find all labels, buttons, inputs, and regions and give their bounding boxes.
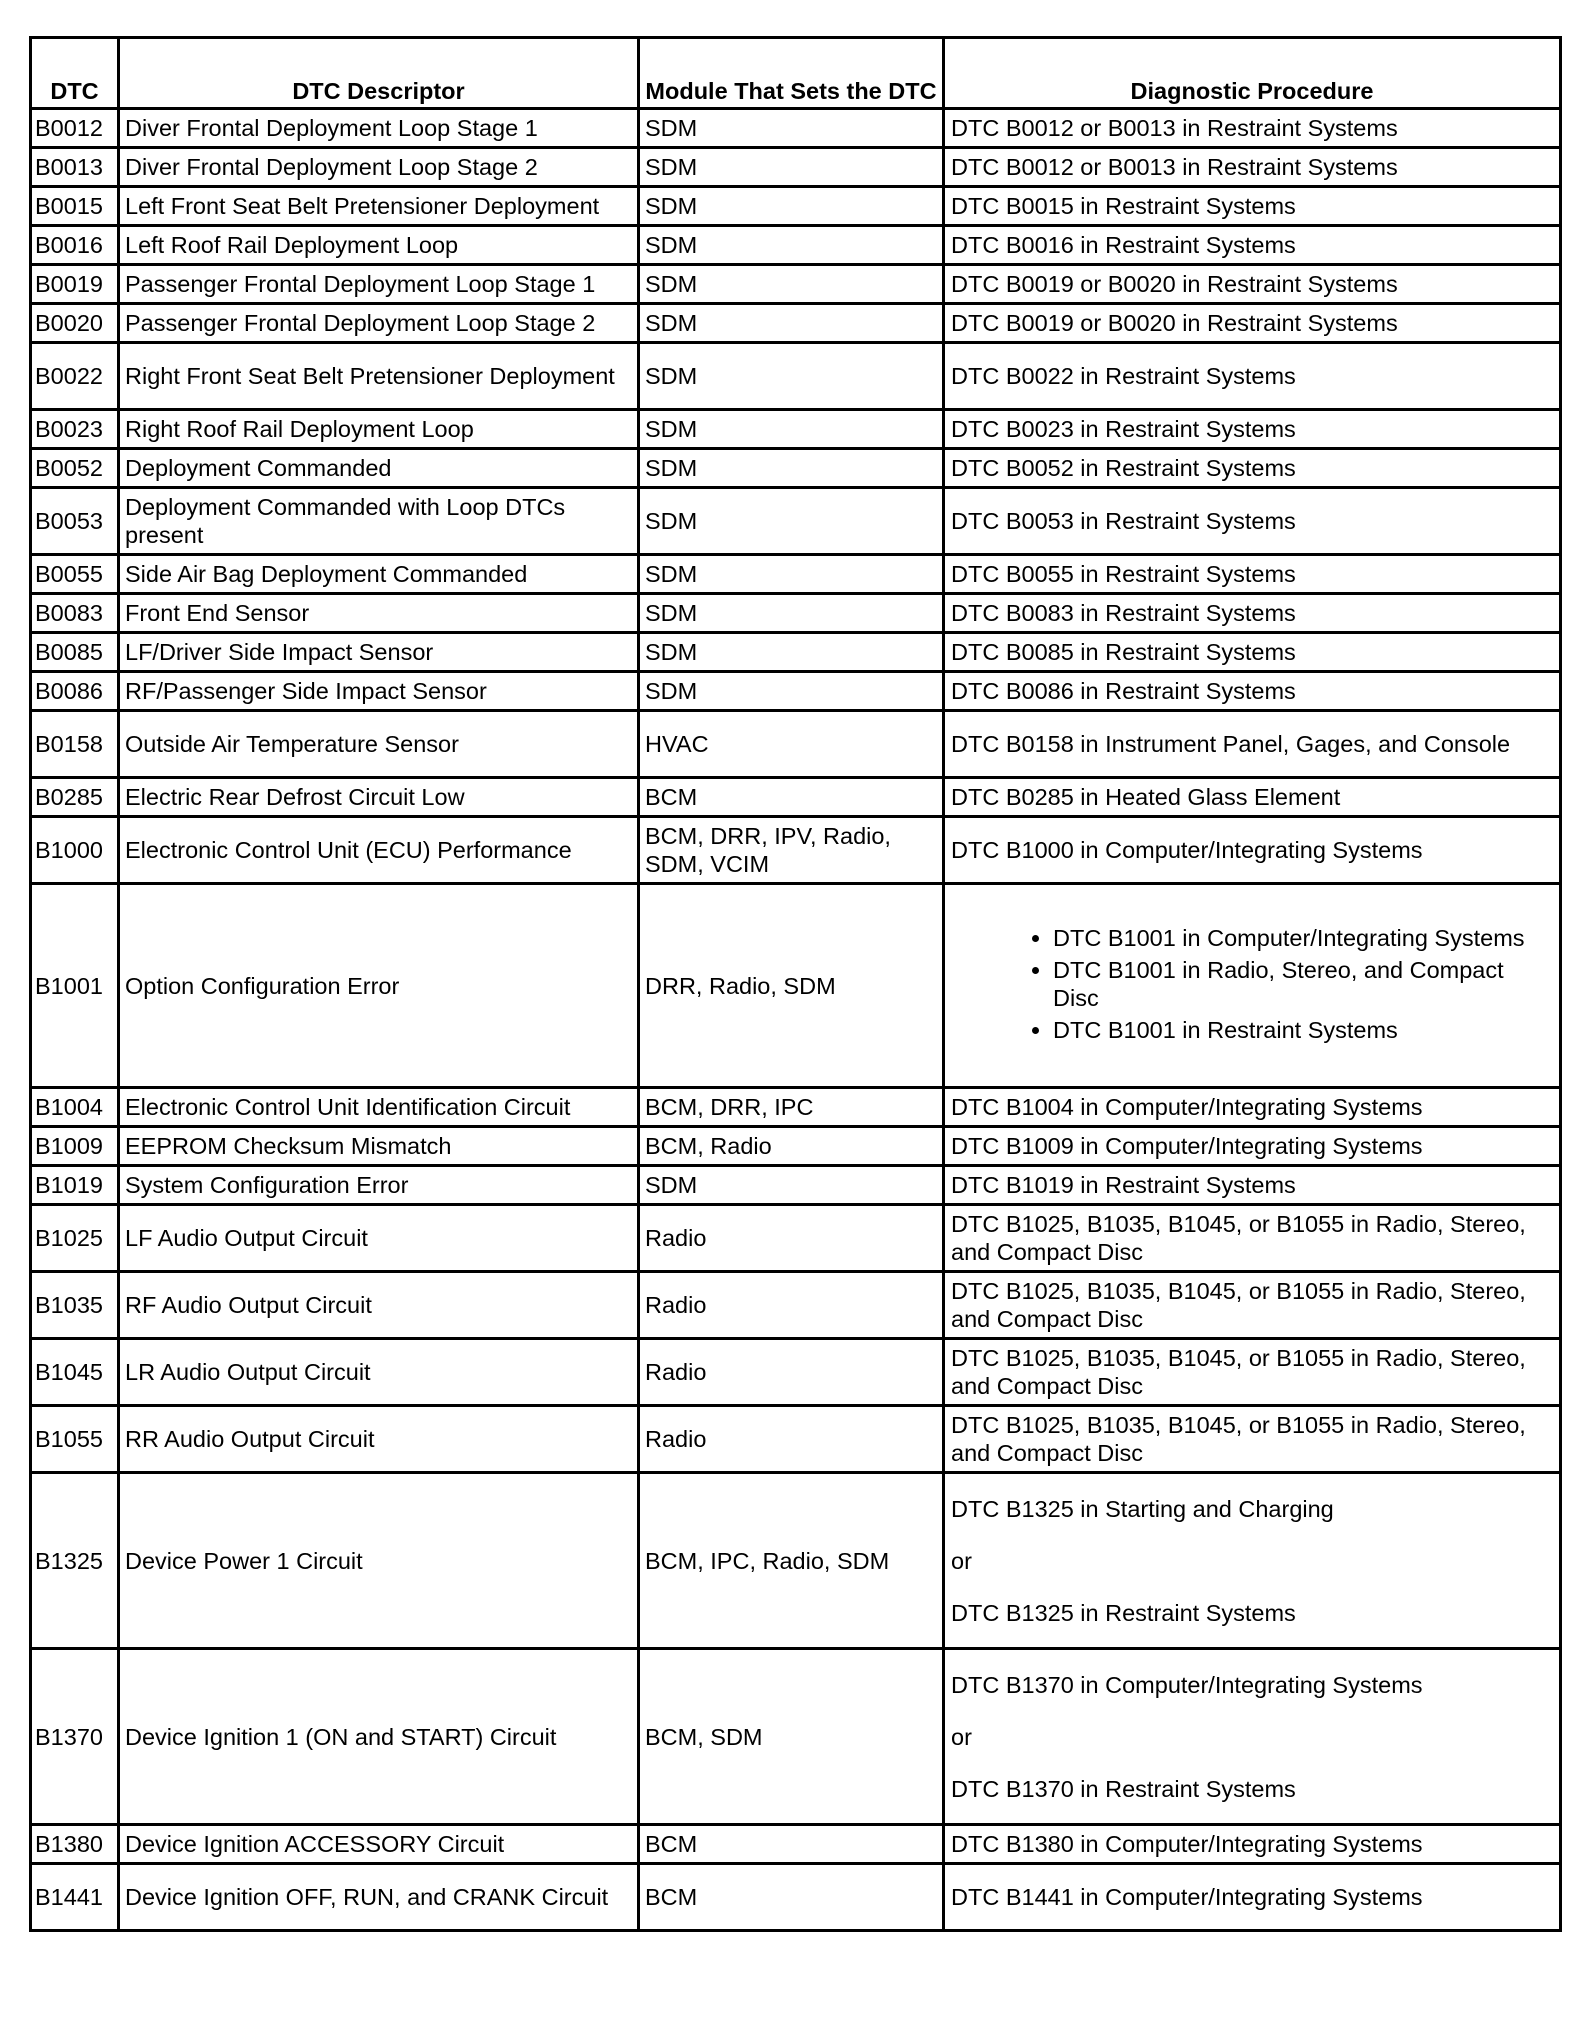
dtc-module: Radio	[639, 1339, 944, 1406]
dtc-module: BCM	[639, 1864, 944, 1931]
dtc-module: HVAC	[639, 711, 944, 778]
header-descriptor: DTC Descriptor	[119, 38, 639, 109]
dtc-code: B1009	[31, 1127, 119, 1166]
dtc-descriptor: Device Ignition ACCESSORY Circuit	[119, 1825, 639, 1864]
table-row	[31, 1649, 1561, 1825]
table-row	[31, 304, 1561, 343]
table-row	[31, 884, 1561, 1088]
table-row	[31, 1205, 1561, 1272]
procedure-line: DTC B1325 in Restraint Systems	[951, 1599, 1296, 1626]
dtc-descriptor: EEPROM Checksum Mismatch	[119, 1127, 639, 1166]
table-row	[31, 672, 1561, 711]
header-dtc: DTC	[31, 38, 119, 109]
dtc-code: B0052	[31, 449, 119, 488]
dtc-descriptor: LR Audio Output Circuit	[119, 1339, 639, 1406]
dtc-module: BCM, SDM	[639, 1649, 944, 1825]
dtc-descriptor: Diver Frontal Deployment Loop Stage 2	[119, 148, 639, 187]
dtc-code: B1380	[31, 1825, 119, 1864]
dtc-code: B1035	[31, 1272, 119, 1339]
procedure-line: DTC B1370 in Restraint Systems	[951, 1775, 1296, 1802]
dtc-module: BCM, IPC, Radio, SDM	[639, 1473, 944, 1649]
dtc-procedure: DTC B1025, B1035, B1045, or B1055 in Radio, Stereo, and Compact Disc	[944, 1205, 1561, 1272]
dtc-procedure: DTC B1441 in Computer/Integrating Systems	[944, 1864, 1561, 1931]
dtc-code: B0053	[31, 488, 119, 555]
dtc-descriptor: Deployment Commanded with Loop DTCs present	[119, 488, 639, 555]
dtc-descriptor: Passenger Frontal Deployment Loop Stage 1	[119, 265, 639, 304]
table-row	[31, 488, 1561, 555]
dtc-procedure: DTC B0016 in Restraint Systems	[944, 226, 1561, 265]
table-row	[31, 555, 1561, 594]
dtc-procedure: DTC B0012 or B0013 in Restraint Systems	[944, 109, 1561, 148]
dtc-procedure: DTC B0052 in Restraint Systems	[944, 449, 1561, 488]
table-row	[31, 1406, 1561, 1473]
table-row	[31, 1339, 1561, 1406]
dtc-procedure: DTC B1000 in Computer/Integrating Systems	[944, 817, 1561, 884]
dtc-code: B1370	[31, 1649, 119, 1825]
dtc-module: BCM, DRR, IPC	[639, 1088, 944, 1127]
dtc-code: B0020	[31, 304, 119, 343]
dtc-descriptor: LF/Driver Side Impact Sensor	[119, 633, 639, 672]
table-row	[31, 1088, 1561, 1127]
table-row	[31, 1473, 1561, 1649]
dtc-code: B1441	[31, 1864, 119, 1931]
dtc-table	[29, 36, 1562, 1932]
dtc-code: B0083	[31, 594, 119, 633]
procedure-line: DTC B1370 in Computer/Integrating Systems	[951, 1671, 1423, 1698]
dtc-descriptor: Left Roof Rail Deployment Loop	[119, 226, 639, 265]
dtc-module: SDM	[639, 304, 944, 343]
dtc-code: B1000	[31, 817, 119, 884]
dtc-descriptor: Front End Sensor	[119, 594, 639, 633]
procedure-list-item: • DTC B1001 in Computer/Integrating Systems	[1053, 924, 1553, 952]
procedure-list	[951, 924, 1553, 1044]
dtc-code: B0086	[31, 672, 119, 711]
dtc-procedure: DTC B1025, B1035, B1045, or B1055 in Radio, Stereo, and Compact Disc	[944, 1272, 1561, 1339]
table-row	[31, 449, 1561, 488]
dtc-descriptor: LF Audio Output Circuit	[119, 1205, 639, 1272]
table-row	[31, 1127, 1561, 1166]
table-row	[31, 817, 1561, 884]
dtc-procedure: DTC B0158 in Instrument Panel, Gages, and Console	[944, 711, 1561, 778]
table-header-row	[31, 38, 1561, 109]
dtc-module: SDM	[639, 488, 944, 555]
dtc-code: B0013	[31, 148, 119, 187]
dtc-code: B0016	[31, 226, 119, 265]
dtc-descriptor: RF Audio Output Circuit	[119, 1272, 639, 1339]
dtc-procedure: DTC B1009 in Computer/Integrating Systems	[944, 1127, 1561, 1166]
dtc-procedure: DTC B0086 in Restraint Systems	[944, 672, 1561, 711]
dtc-module: SDM	[639, 265, 944, 304]
dtc-code: B1025	[31, 1205, 119, 1272]
dtc-procedure: DTC B0023 in Restraint Systems	[944, 410, 1561, 449]
dtc-procedure: DTC B1025, B1035, B1045, or B1055 in Radio, Stereo, and Compact Disc	[944, 1406, 1561, 1473]
dtc-descriptor: System Configuration Error	[119, 1166, 639, 1205]
table-row	[31, 1166, 1561, 1205]
dtc-descriptor: Right Roof Rail Deployment Loop	[119, 410, 639, 449]
dtc-code: B1019	[31, 1166, 119, 1205]
dtc-module: DRR, Radio, SDM	[639, 884, 944, 1088]
dtc-code: B0055	[31, 555, 119, 594]
dtc-code: B1045	[31, 1339, 119, 1406]
dtc-module: SDM	[639, 148, 944, 187]
dtc-module: SDM	[639, 109, 944, 148]
dtc-code: B1004	[31, 1088, 119, 1127]
dtc-procedure: DTC B1019 in Restraint Systems	[944, 1166, 1561, 1205]
table-row	[31, 265, 1561, 304]
table-row	[31, 1825, 1561, 1864]
table-row	[31, 633, 1561, 672]
dtc-code: B1325	[31, 1473, 119, 1649]
dtc-procedure: DTC B0053 in Restraint Systems	[944, 488, 1561, 555]
procedure-list-item: • DTC B1001 in Restraint Systems	[1053, 1016, 1553, 1044]
dtc-descriptor: Electric Rear Defrost Circuit Low	[119, 778, 639, 817]
dtc-procedure	[944, 1649, 1561, 1825]
dtc-module: SDM	[639, 187, 944, 226]
dtc-code: B0012	[31, 109, 119, 148]
table-row	[31, 343, 1561, 410]
dtc-module: Radio	[639, 1406, 944, 1473]
dtc-descriptor: Device Power 1 Circuit	[119, 1473, 639, 1649]
table-row	[31, 226, 1561, 265]
dtc-module: BCM	[639, 778, 944, 817]
dtc-descriptor: Electronic Control Unit Identification Circuit	[119, 1088, 639, 1127]
procedure-line: DTC B1325 in Starting and Charging	[951, 1495, 1334, 1522]
table-row	[31, 594, 1561, 633]
dtc-procedure: DTC B0022 in Restraint Systems	[944, 343, 1561, 410]
dtc-code: B0085	[31, 633, 119, 672]
dtc-code: B1055	[31, 1406, 119, 1473]
dtc-module: SDM	[639, 672, 944, 711]
dtc-procedure: DTC B0012 or B0013 in Restraint Systems	[944, 148, 1561, 187]
dtc-module: BCM, DRR, IPV, Radio, SDM, VCIM	[639, 817, 944, 884]
table-row	[31, 410, 1561, 449]
dtc-code: B0019	[31, 265, 119, 304]
table-row	[31, 187, 1561, 226]
dtc-procedure: DTC B0285 in Heated Glass Element	[944, 778, 1561, 817]
dtc-procedure: DTC B0055 in Restraint Systems	[944, 555, 1561, 594]
dtc-module: BCM	[639, 1825, 944, 1864]
dtc-code: B0023	[31, 410, 119, 449]
dtc-code: B0022	[31, 343, 119, 410]
dtc-procedure: DTC B0085 in Restraint Systems	[944, 633, 1561, 672]
dtc-descriptor: Left Front Seat Belt Pretensioner Deployment	[119, 187, 639, 226]
dtc-module: SDM	[639, 410, 944, 449]
dtc-descriptor: Option Configuration Error	[119, 884, 639, 1088]
dtc-descriptor: Passenger Frontal Deployment Loop Stage 2	[119, 304, 639, 343]
dtc-procedure	[944, 884, 1561, 1088]
dtc-descriptor: Deployment Commanded	[119, 449, 639, 488]
table-row	[31, 148, 1561, 187]
dtc-module: SDM	[639, 594, 944, 633]
dtc-procedure: DTC B0019 or B0020 in Restraint Systems	[944, 304, 1561, 343]
dtc-code: B1001	[31, 884, 119, 1088]
dtc-code: B0285	[31, 778, 119, 817]
table-row	[31, 1864, 1561, 1931]
dtc-procedure: DTC B1004 in Computer/Integrating Systems	[944, 1088, 1561, 1127]
table-row	[31, 109, 1561, 148]
dtc-module: SDM	[639, 449, 944, 488]
dtc-module: SDM	[639, 226, 944, 265]
dtc-module: SDM	[639, 343, 944, 410]
dtc-descriptor: Diver Frontal Deployment Loop Stage 1	[119, 109, 639, 148]
table-row	[31, 1272, 1561, 1339]
procedure-or: or	[951, 1547, 972, 1574]
dtc-procedure: DTC B0019 or B0020 in Restraint Systems	[944, 265, 1561, 304]
dtc-descriptor: Electronic Control Unit (ECU) Performance	[119, 817, 639, 884]
procedure-list-item: • DTC B1001 in Radio, Stereo, and Compact Disc	[1053, 956, 1553, 1012]
dtc-procedure: DTC B0015 in Restraint Systems	[944, 187, 1561, 226]
dtc-procedure: DTC B0083 in Restraint Systems	[944, 594, 1561, 633]
table-row	[31, 778, 1561, 817]
dtc-module: SDM	[639, 633, 944, 672]
dtc-descriptor: RF/Passenger Side Impact Sensor	[119, 672, 639, 711]
dtc-module: BCM, Radio	[639, 1127, 944, 1166]
dtc-code: B0015	[31, 187, 119, 226]
dtc-descriptor: Device Ignition 1 (ON and START) Circuit	[119, 1649, 639, 1825]
dtc-descriptor: Device Ignition OFF, RUN, and CRANK Circuit	[119, 1864, 639, 1931]
dtc-module: Radio	[639, 1272, 944, 1339]
procedure-or: or	[951, 1723, 972, 1750]
dtc-procedure	[944, 1473, 1561, 1649]
header-procedure: Diagnostic Procedure	[944, 38, 1561, 109]
dtc-module: Radio	[639, 1205, 944, 1272]
dtc-procedure: DTC B1380 in Computer/Integrating Systems	[944, 1825, 1561, 1864]
dtc-descriptor: RR Audio Output Circuit	[119, 1406, 639, 1473]
dtc-module: SDM	[639, 555, 944, 594]
header-module: Module That Sets the DTC	[639, 38, 944, 109]
dtc-descriptor: Outside Air Temperature Sensor	[119, 711, 639, 778]
dtc-descriptor: Right Front Seat Belt Pretensioner Deployment	[119, 343, 639, 410]
dtc-procedure: DTC B1025, B1035, B1045, or B1055 in Radio, Stereo, and Compact Disc	[944, 1339, 1561, 1406]
dtc-code: B0158	[31, 711, 119, 778]
dtc-descriptor: Side Air Bag Deployment Commanded	[119, 555, 639, 594]
table-row	[31, 711, 1561, 778]
dtc-module: SDM	[639, 1166, 944, 1205]
